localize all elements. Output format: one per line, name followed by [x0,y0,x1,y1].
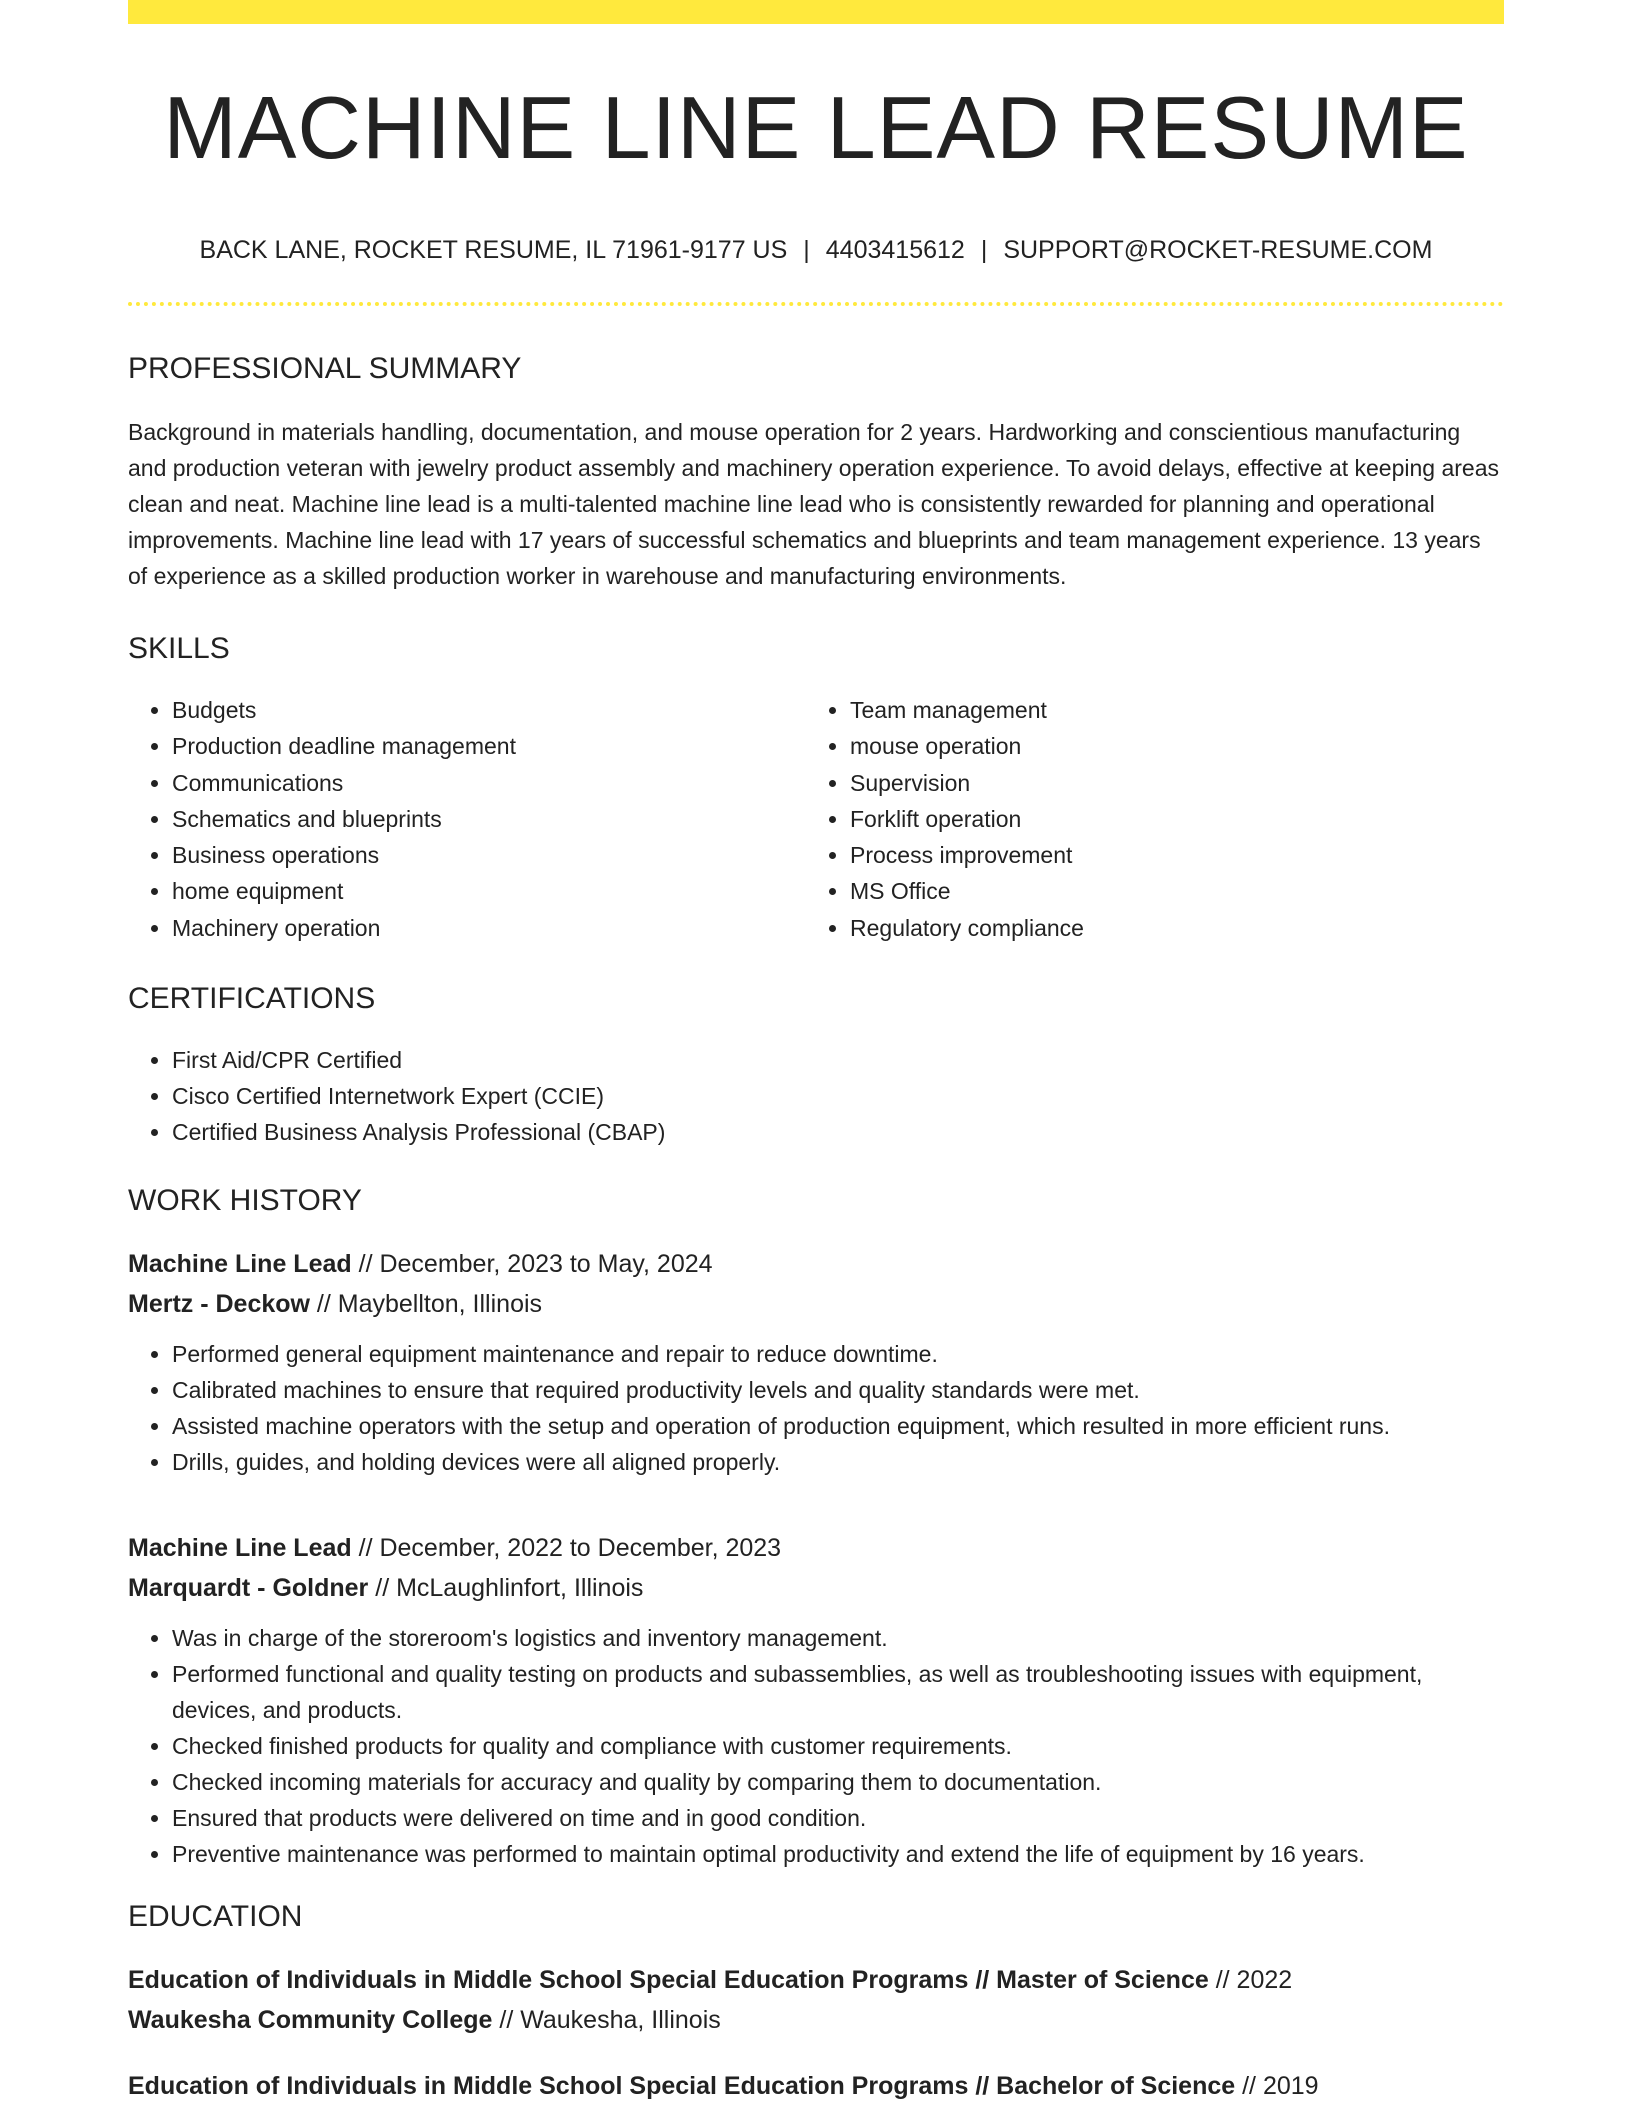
work-history-heading: WORK HISTORY [128,1184,362,1218]
certification-item: • Cisco Certified Internetwork Expert (CCIE) [172,1078,1504,1114]
education-heading: EDUCATION [128,1900,303,1934]
education-year: // 2019 [1235,2072,1319,2101]
job-bullet: • Preventive maintenance was performed to maintain optimal productivity and extend the life of equipment by 16 years. [172,1836,1504,1872]
contact-phone: 4403415612 [825,236,965,264]
job-dates: // December, 2023 to May, 2024 [351,1250,713,1279]
job-company: Marquardt - Goldner [128,1574,369,1603]
skill-item: • mouse operation [850,728,1484,764]
job-bullet-list [128,1336,1504,1480]
job-title-line [128,1244,1504,1284]
job-location: // Maybellton, Illinois [309,1290,543,1319]
certifications-heading: CERTIFICATIONS [128,982,376,1016]
summary-text: Background in materials handling, documentation, and mouse operation for 2 years. Hardworking and conscientious manufacturing and production veteran with jewelry product assembly and machinery operation experience. To avoid delays, effective at keeping areas clean and neat. Machine line lead is a multi-talented machine line lead who is consistently rewarded for planning and operational improvements. Machine line lead with 17 years of successful schematics and blueprints and team management experience. 13 years of experience as a skilled production worker in warehouse and manufacturing environments. [128,419,1500,589]
skill-item: • Business operations [172,837,806,873]
education-program: Education of Individuals in Middle School Special Education Programs // Bachelor of Science [128,2072,1236,2101]
skill-item: • Machinery operation [172,910,806,946]
education-program-line [128,2066,1504,2106]
job-bullet: • Assisted machine operators with the setup and operation of production equipment, which resulted in more efficient runs. [172,1408,1504,1444]
contact-separator: | [803,236,810,264]
skill-item: • Regulatory compliance [850,910,1484,946]
skill-item: • MS Office [850,873,1484,909]
education-program: Education of Individuals in Middle School Special Education Programs // Master of Science [128,1966,1209,1995]
contact-address: BACK LANE, ROCKET RESUME, IL 71961-9177 US [199,236,788,264]
job-company-line [128,1568,1504,1608]
education-school: Waukesha Community College [128,2006,493,2035]
education-entry [128,2066,1504,2106]
resume-page [128,0,1504,2106]
contact-separator: | [980,236,988,264]
accent-top-bar [128,0,1504,24]
dotted-divider [128,302,1504,306]
education-year: // 2022 [1208,1966,1293,1995]
certification-item: • First Aid/CPR Certified [172,1042,1504,1078]
skills-heading: SKILLS [128,632,230,665]
job-bullet: • Performed general equipment maintenance and repair to reduce downtime. [172,1336,1504,1372]
skills-list-left [128,692,806,946]
education-school-line [128,2000,1504,2040]
skills-grid [128,692,1504,946]
skill-item: • Supervision [850,765,1484,801]
skill-item: • Schematics and blueprints [172,801,806,837]
skill-item: • home equipment [172,873,806,909]
education-location: // Waukesha, Illinois [492,2006,721,2035]
skill-item: • Process improvement [850,837,1484,873]
contact-email: SUPPORT@ROCKET-RESUME.COM [1003,236,1433,264]
job-bullet: • Performed functional and quality testing on products and subassemblies, as well as troubleshooting issues with equipment, devices, and products. [172,1656,1504,1728]
certifications-list [128,1042,1504,1150]
skills-list-right [806,692,1484,946]
education-entry [128,1960,1504,2040]
job-bullet: • Checked incoming materials for accuracy and quality by comparing them to documentation. [172,1764,1504,1800]
job-location: // McLaughlinfort, Illinois [368,1574,644,1603]
skill-item: • Communications [172,765,806,801]
job-bullet-list [128,1620,1504,1872]
job-title-line [128,1528,1504,1568]
skill-item: • Budgets [172,692,806,728]
job-entry [128,1528,1504,1872]
resume-title: MACHINE LINE LEAD RESUME [163,78,1469,177]
job-entry [128,1244,1504,1480]
certification-item: • Certified Business Analysis Professional (CBAP) [172,1114,1504,1150]
skill-item: • Team management [850,692,1484,728]
education-program-line [128,1960,1504,2000]
job-title: Machine Line Lead [128,1534,352,1563]
job-bullet: • Calibrated machines to ensure that required productivity levels and quality standards were met. [172,1372,1504,1408]
job-bullet: • Was in charge of the storeroom's logistics and inventory management. [172,1620,1504,1656]
job-title: Machine Line Lead [128,1250,352,1279]
job-bullet: • Ensured that products were delivered on time and in good condition. [172,1800,1504,1836]
job-dates: // December, 2022 to December, 2023 [351,1534,782,1563]
job-company-line [128,1284,1504,1324]
skill-item: • Production deadline management [172,728,806,764]
summary-heading: PROFESSIONAL SUMMARY [128,352,522,385]
contact-line [128,238,1504,263]
skill-item: • Forklift operation [850,801,1484,837]
job-bullet: • Checked finished products for quality and compliance with customer requirements. [172,1728,1504,1764]
job-bullet: • Drills, guides, and holding devices were all aligned properly. [172,1444,1504,1480]
job-company: Mertz - Deckow [128,1290,310,1319]
